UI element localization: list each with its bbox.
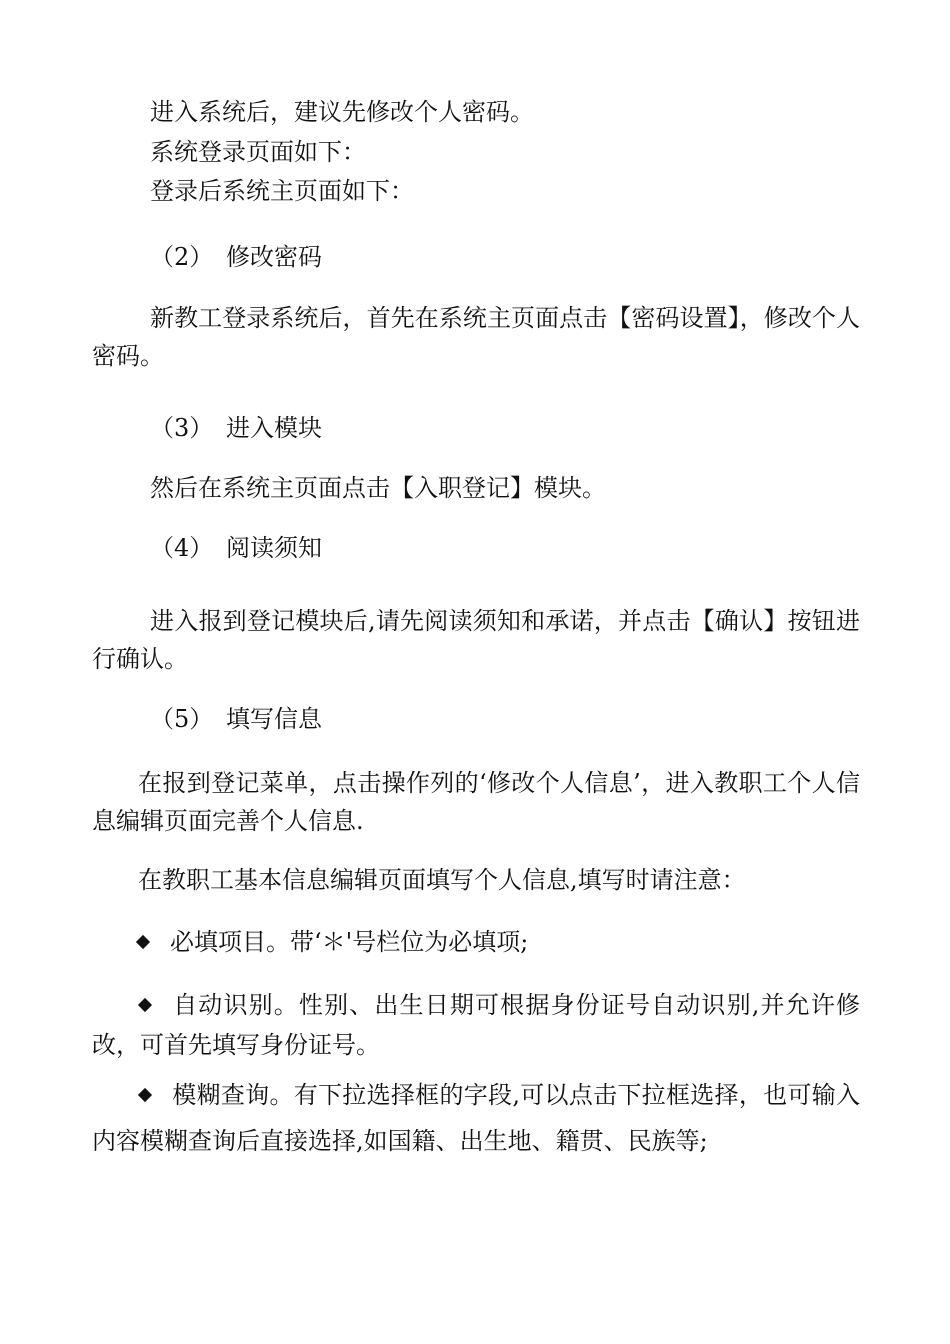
section-number: （2） <box>150 243 214 271</box>
section-text-2: 新教工登录系统后，首先在系统主页面点击【密码设置】，修改个人密码。 <box>92 304 860 370</box>
section-title: 修改密码 <box>226 243 322 271</box>
intro-line-3: 登录后系统主页面如下： <box>150 177 414 205</box>
diamond-bullet-icon <box>138 1087 152 1101</box>
note-intro: 在教职工基本信息编辑页面填写个人信息,填写时请注意： <box>138 866 746 894</box>
bullet-item-3 <box>92 1072 860 1164</box>
section-heading-3 <box>150 413 322 443</box>
section-text-4: 进入报到登记模块后,请先阅读须知和承诺，并点击【确认】按钮进行确认。 <box>92 607 860 673</box>
bullet-item-2 <box>92 985 860 1065</box>
diamond-bullet-icon <box>136 934 150 948</box>
bullet-text: 自动识别。性别、出生日期可根据身份证号自动识别,并允许修改，可首先填写身份证号。 <box>92 991 860 1059</box>
section-title: 阅读须知 <box>226 534 322 562</box>
section-title: 进入模块 <box>226 414 322 442</box>
section-number: （5） <box>150 705 214 733</box>
intro-line-2: 系统登录页面如下： <box>150 138 366 166</box>
section-text-3: 然后在系统主页面点击【入职登记】模块。 <box>150 474 606 502</box>
bullet-item-1 <box>138 927 528 957</box>
section-number: （3） <box>150 414 214 442</box>
section-title: 填写信息 <box>226 705 322 733</box>
section-text-5: 在报到登记菜单，点击操作列的‘修改个人信息’，进入教职工个人信息编辑页面完善个人信息. <box>92 769 860 835</box>
section-heading-4 <box>150 533 322 563</box>
bullet-text: 必填项目。带‘＊'号栏位为必填项; <box>170 928 529 956</box>
section-heading-5 <box>150 704 322 734</box>
section-heading-2 <box>150 242 322 272</box>
section-number: （4） <box>150 534 214 562</box>
diamond-bullet-icon <box>138 997 152 1011</box>
intro-line-1: 进入系统后，建议先修改个人密码。 <box>150 98 534 126</box>
bullet-text: 模糊查询。有下拉选择框的字段,可以点击下拉框选择，也可输入内容模糊查询后直接选择,如国籍、出生地、籍贯、民族等; <box>92 1081 860 1155</box>
